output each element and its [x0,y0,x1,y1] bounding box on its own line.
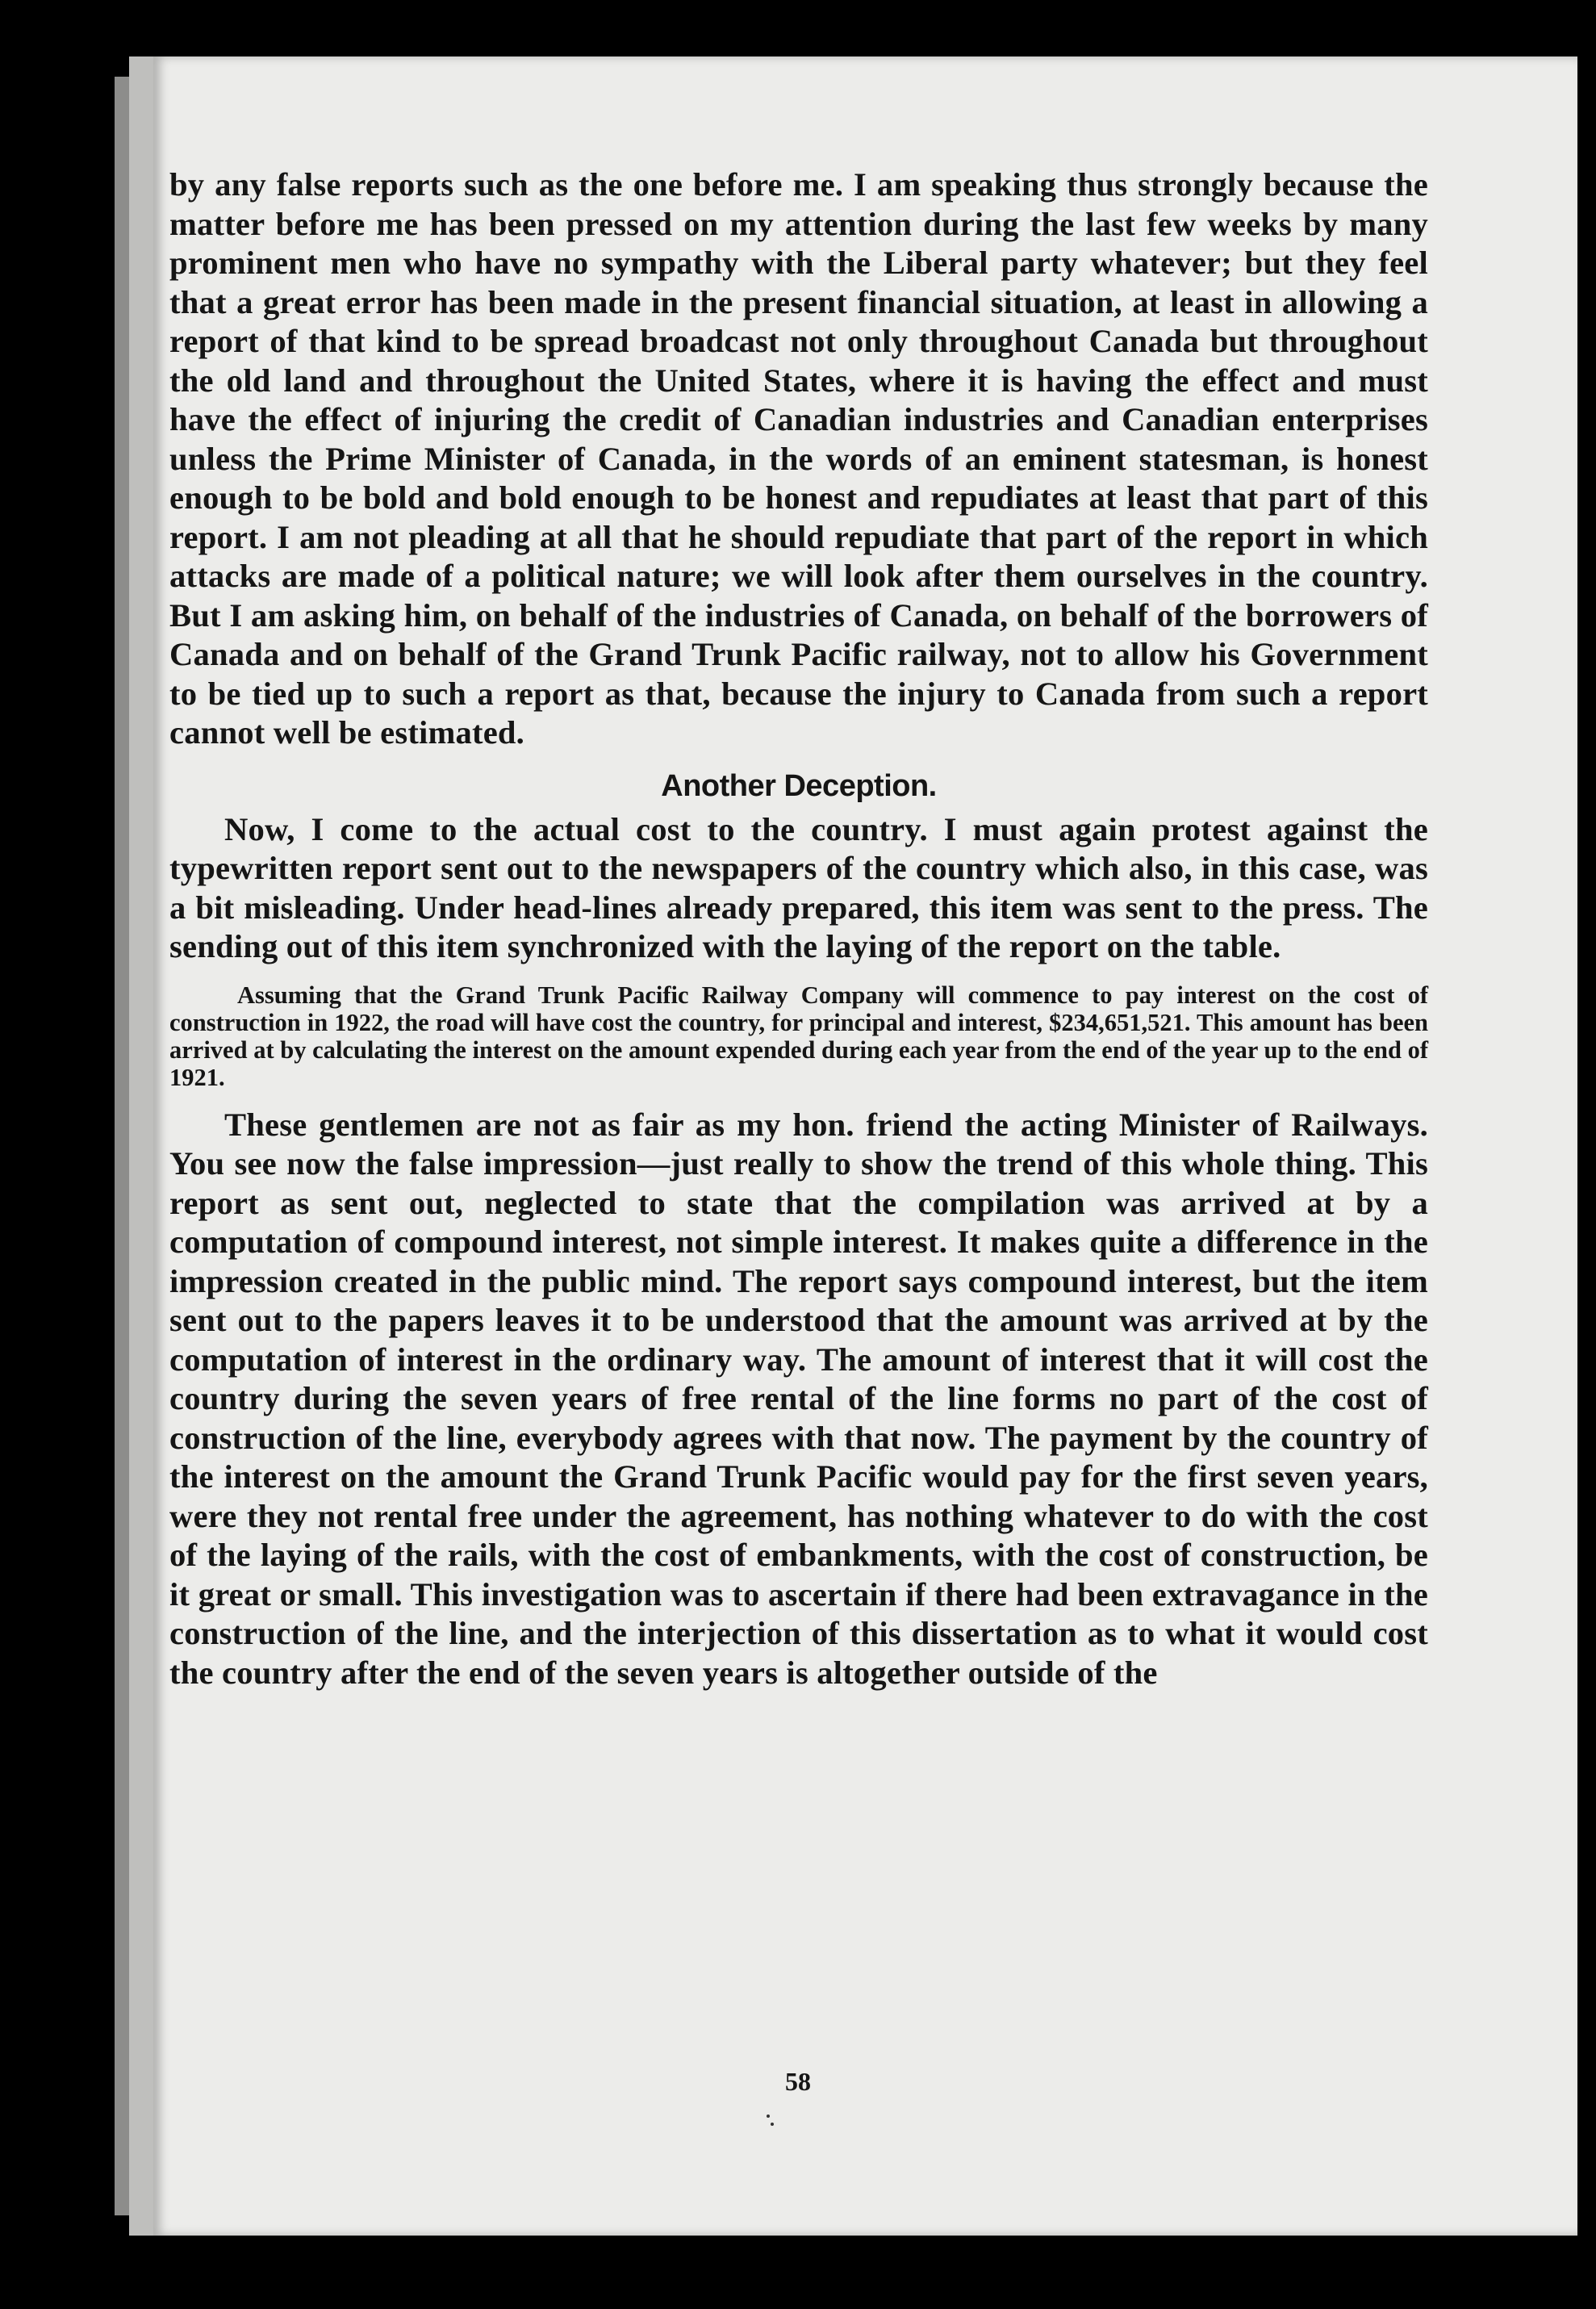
scan-speck [771,2123,774,2126]
page-binding-edge [115,77,131,2215]
page-body [169,165,1428,1692]
page-number: 58 [785,2067,811,2096]
paragraph-2: Now, I come to the actual cost to the country. I must again protest against the typewritten report sent out to the newspapers of the country which also, in this case, was a bit misleading. Under head-lines already prepared, this item was sent to the press. The sending out of this item synchronized with the laying of the report on the table. [169,810,1428,964]
section-heading: Another Deception. [661,768,937,803]
paragraph-1: by any false reports such as the one before me. I am speaking thus strongly because the matter before me has been pressed on my attention during the last few weeks by many prominent men who have no sympathy with the Liberal party whatever; but they feel that a great error has been made in the present financial situation, at least in allowing a report of that kind to be spread broadcast not only throughout Canada but throughout the old land and throughout the United States, where it is having the effect and must have the effect of injuring the credit of Canadian industries and Canadian enterprises unless the Prime Minister of Canada, in the words of an eminent statesman, is honest enough to be bold and bold enough to be honest and repudiates at least that part of this report. I am not pleading at all that he should repudiate that part of the report in which attacks are made of a political nature; we will look after them ourselves in the country. But I am asking him, on behalf of the industries of Canada, on behalf of the borrowers of Canada and on behalf of the Grand Trunk Pacific railway, not to allow his Government to be tied up to such a report as that, because the injury to Canada from such a report cannot well be estimated. [169,166,1428,751]
paragraph-3: These gentlemen are not as fair as my hon. friend the acting Minister of Railways. You see now the false impression—just really to show the trend of this whole thing. This report as sent out, neglected to state that the compilation was arrived at by a computation of compound interest, not simple interest. It makes quite a difference in the impression created in the public mind. The report says compound interest, but the item sent out to the papers leaves it to be understood that the amount was arrived at by the computation of interest in the ordinary way. The amount of interest that it will cost the country during the seven years of free rental of the line forms no part of the cost of construction of the line, everybody agrees with that now. The payment by the country of the interest on the amount the Grand Trunk Pacific would pay for the first seven years, were they not rental free under the agreement, has nothing whatever to do with the cost of the laying of the rails, with the cost of embankments, with the cost of construction, be it great or small. This investigation was to ascertain if there had been extravagance in the construction of the line, and the interjection of this dissertation as to what it would cost the country after the end of the seven years is altogether outside of the [169,1106,1428,1691]
block-quotation: Assuming that the Grand Trunk Pacific Railway Company will commence to pay interest on the cost of construction in 1922, the road will have cost the country, for principal and interest, $234,651,521. This amount has been arrived at by calculating the interest on the amount expended during each year from the end of the year up to the end of 1921. [169,981,1428,1091]
scan-speck [767,2114,770,2118]
